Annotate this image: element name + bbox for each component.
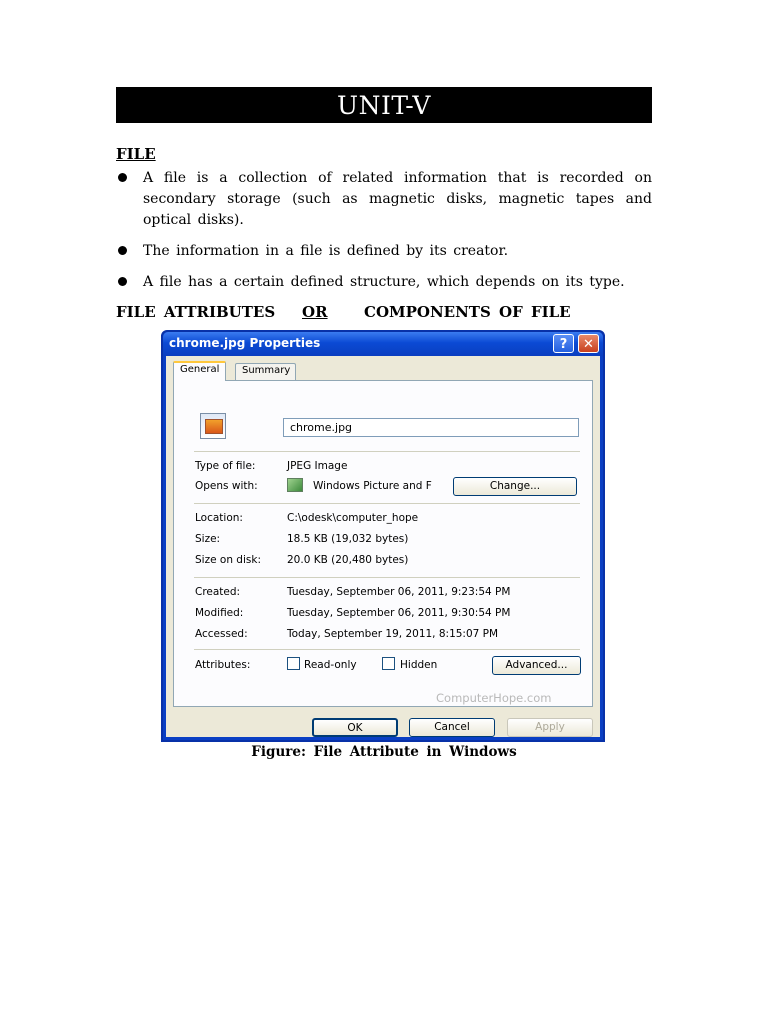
bullet-icon	[118, 173, 127, 182]
heading-file-attributes: FILE ATTRIBUTES	[116, 303, 276, 321]
figure-caption: Figure: File Attribute in Windows	[251, 744, 517, 760]
tab-summary[interactable]: Summary	[235, 363, 296, 380]
size-value: 18.5 KB (19,032 bytes)	[287, 533, 409, 545]
dialog-client	[166, 356, 600, 737]
hidden-label: Hidden	[400, 659, 438, 671]
type-of-file-label: Type of file:	[195, 460, 256, 472]
section-title-file: FILE	[116, 145, 156, 163]
close-icon[interactable]: ✕	[578, 334, 599, 353]
modified-value: Tuesday, September 06, 2011, 9:30:54 PM	[287, 607, 511, 619]
created-value: Tuesday, September 06, 2011, 9:23:54 PM	[287, 586, 511, 598]
picture-viewer-icon	[287, 478, 303, 492]
properties-dialog	[161, 330, 605, 742]
divider	[194, 451, 580, 452]
accessed-label: Accessed:	[195, 628, 248, 640]
list-item: A file is a collection of related information that is recorded on secondary storage (such as magnetic disks, magnetic tapes and optical disks).	[116, 168, 652, 231]
image-file-icon	[200, 413, 226, 439]
unit-title: UNIT-V	[116, 87, 652, 123]
cancel-button[interactable]: Cancel	[409, 718, 495, 737]
list-item: A file has a certain defined structure, which depends on its type.	[116, 272, 652, 293]
dialog-title: chrome.jpg Properties	[169, 336, 321, 350]
type-of-file-value: JPEG Image	[287, 460, 348, 472]
bullet-icon	[118, 246, 127, 255]
file-name-field[interactable]	[283, 418, 579, 437]
size-label: Size:	[195, 533, 221, 545]
change-button[interactable]: Change...	[453, 477, 577, 496]
heading-components-of-file: COMPONENTS OF FILE	[364, 303, 571, 321]
divider	[194, 503, 580, 504]
hidden-checkbox[interactable]	[382, 657, 395, 670]
location-label: Location:	[195, 512, 243, 524]
bullet-icon	[118, 277, 127, 286]
general-panel	[173, 380, 593, 707]
created-label: Created:	[195, 586, 241, 598]
heading-or: OR	[302, 303, 328, 321]
accessed-value: Today, September 19, 2011, 8:15:07 PM	[287, 628, 499, 640]
help-icon[interactable]: ?	[553, 334, 574, 353]
divider	[194, 649, 580, 650]
tab-general[interactable]: General	[173, 361, 226, 381]
read-only-checkbox[interactable]	[287, 657, 300, 670]
size-on-disk-label: Size on disk:	[195, 554, 261, 566]
ok-button[interactable]: OK	[312, 718, 398, 737]
read-only-label: Read-only	[304, 659, 357, 671]
location-value: C:\odesk\computer_hope	[287, 512, 419, 524]
advanced-button[interactable]: Advanced...	[492, 656, 581, 675]
dialog-titlebar[interactable]	[163, 332, 603, 356]
watermark: ComputerHope.com	[436, 691, 552, 705]
modified-label: Modified:	[195, 607, 244, 619]
size-on-disk-value: 20.0 KB (20,480 bytes)	[287, 554, 409, 566]
divider	[194, 577, 580, 578]
bullet-list	[116, 168, 652, 293]
attributes-label: Attributes:	[195, 659, 251, 671]
opens-with-label: Opens with:	[195, 480, 258, 492]
apply-button[interactable]: Apply	[507, 718, 593, 737]
opens-with-value: Windows Picture and F	[313, 480, 432, 492]
list-item: The information in a file is defined by its creator.	[116, 241, 652, 262]
